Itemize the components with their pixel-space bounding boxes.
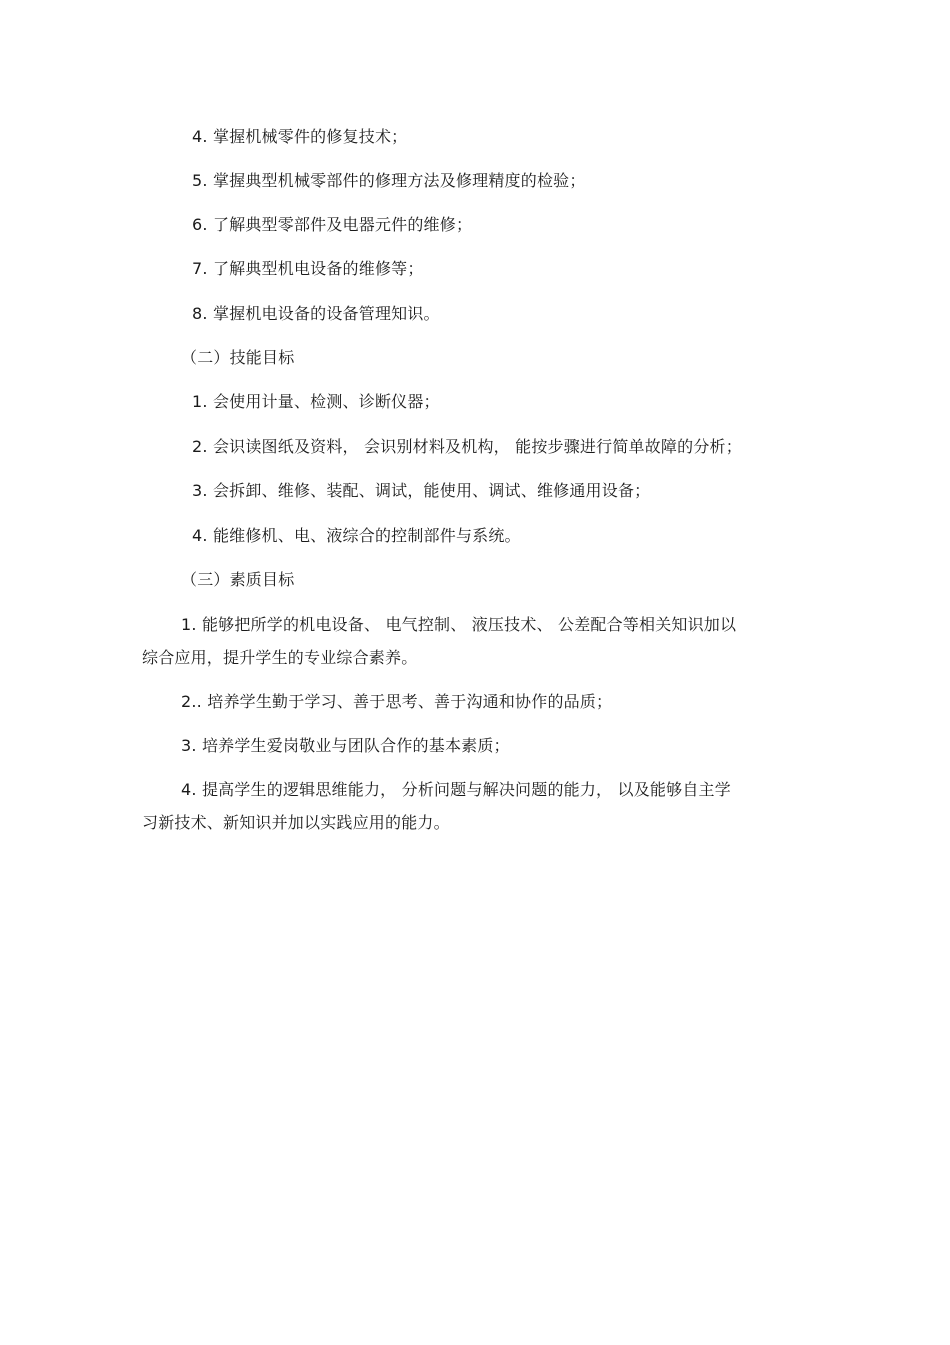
knowledge-item-8: 8. 掌握机电设备的设备管理知识。 — [192, 304, 440, 323]
skills-item-2: 2. 会识读图纸及资料， 会识别材料及机构， 能按步骤进行简单故障的分析； — [192, 437, 742, 456]
knowledge-item-6: 6. 了解典型零部件及电器元件的维修； — [192, 215, 473, 234]
skills-item-4: 4. 能维修机、电、液综合的控制部件与系统。 — [192, 526, 521, 545]
skills-heading: （二）技能目标 — [181, 348, 295, 367]
quality-item-4-line-1: 4. 提高学生的逻辑思维能力， 分析问题与解决问题的能力， 以及能够自主学 — [181, 780, 731, 799]
knowledge-item-5: 5. 掌握典型机械零部件的修理方法及修理精度的检验； — [192, 171, 586, 190]
skills-item-1: 1. 会使用计量、检测、诊断仪器； — [192, 392, 440, 411]
quality-item-2: 2.. 培养学生勤于学习、善于思考、善于沟通和协作的品质； — [181, 692, 613, 711]
skills-item-3: 3. 会拆卸、维修、装配、调试，能使用、调试、维修通用设备； — [192, 481, 651, 500]
quality-item-4-line-2: 习新技术、新知识并加以实践应用的能力。 — [142, 813, 450, 832]
quality-heading: （三）素质目标 — [181, 570, 295, 589]
knowledge-item-4: 4. 掌握机械零件的修复技术； — [192, 127, 408, 146]
quality-item-3: 3. 培养学生爱岗敬业与团队合作的基本素质； — [181, 736, 510, 755]
quality-item-1-line-1: 1. 能够把所学的机电设备、 电气控制、 液压技术、 公差配合等相关知识加以 — [181, 615, 737, 634]
quality-item-1-line-2: 综合应用，提升学生的专业综合素养。 — [142, 648, 418, 667]
knowledge-item-7: 7. 了解典型机电设备的维修等； — [192, 259, 424, 278]
